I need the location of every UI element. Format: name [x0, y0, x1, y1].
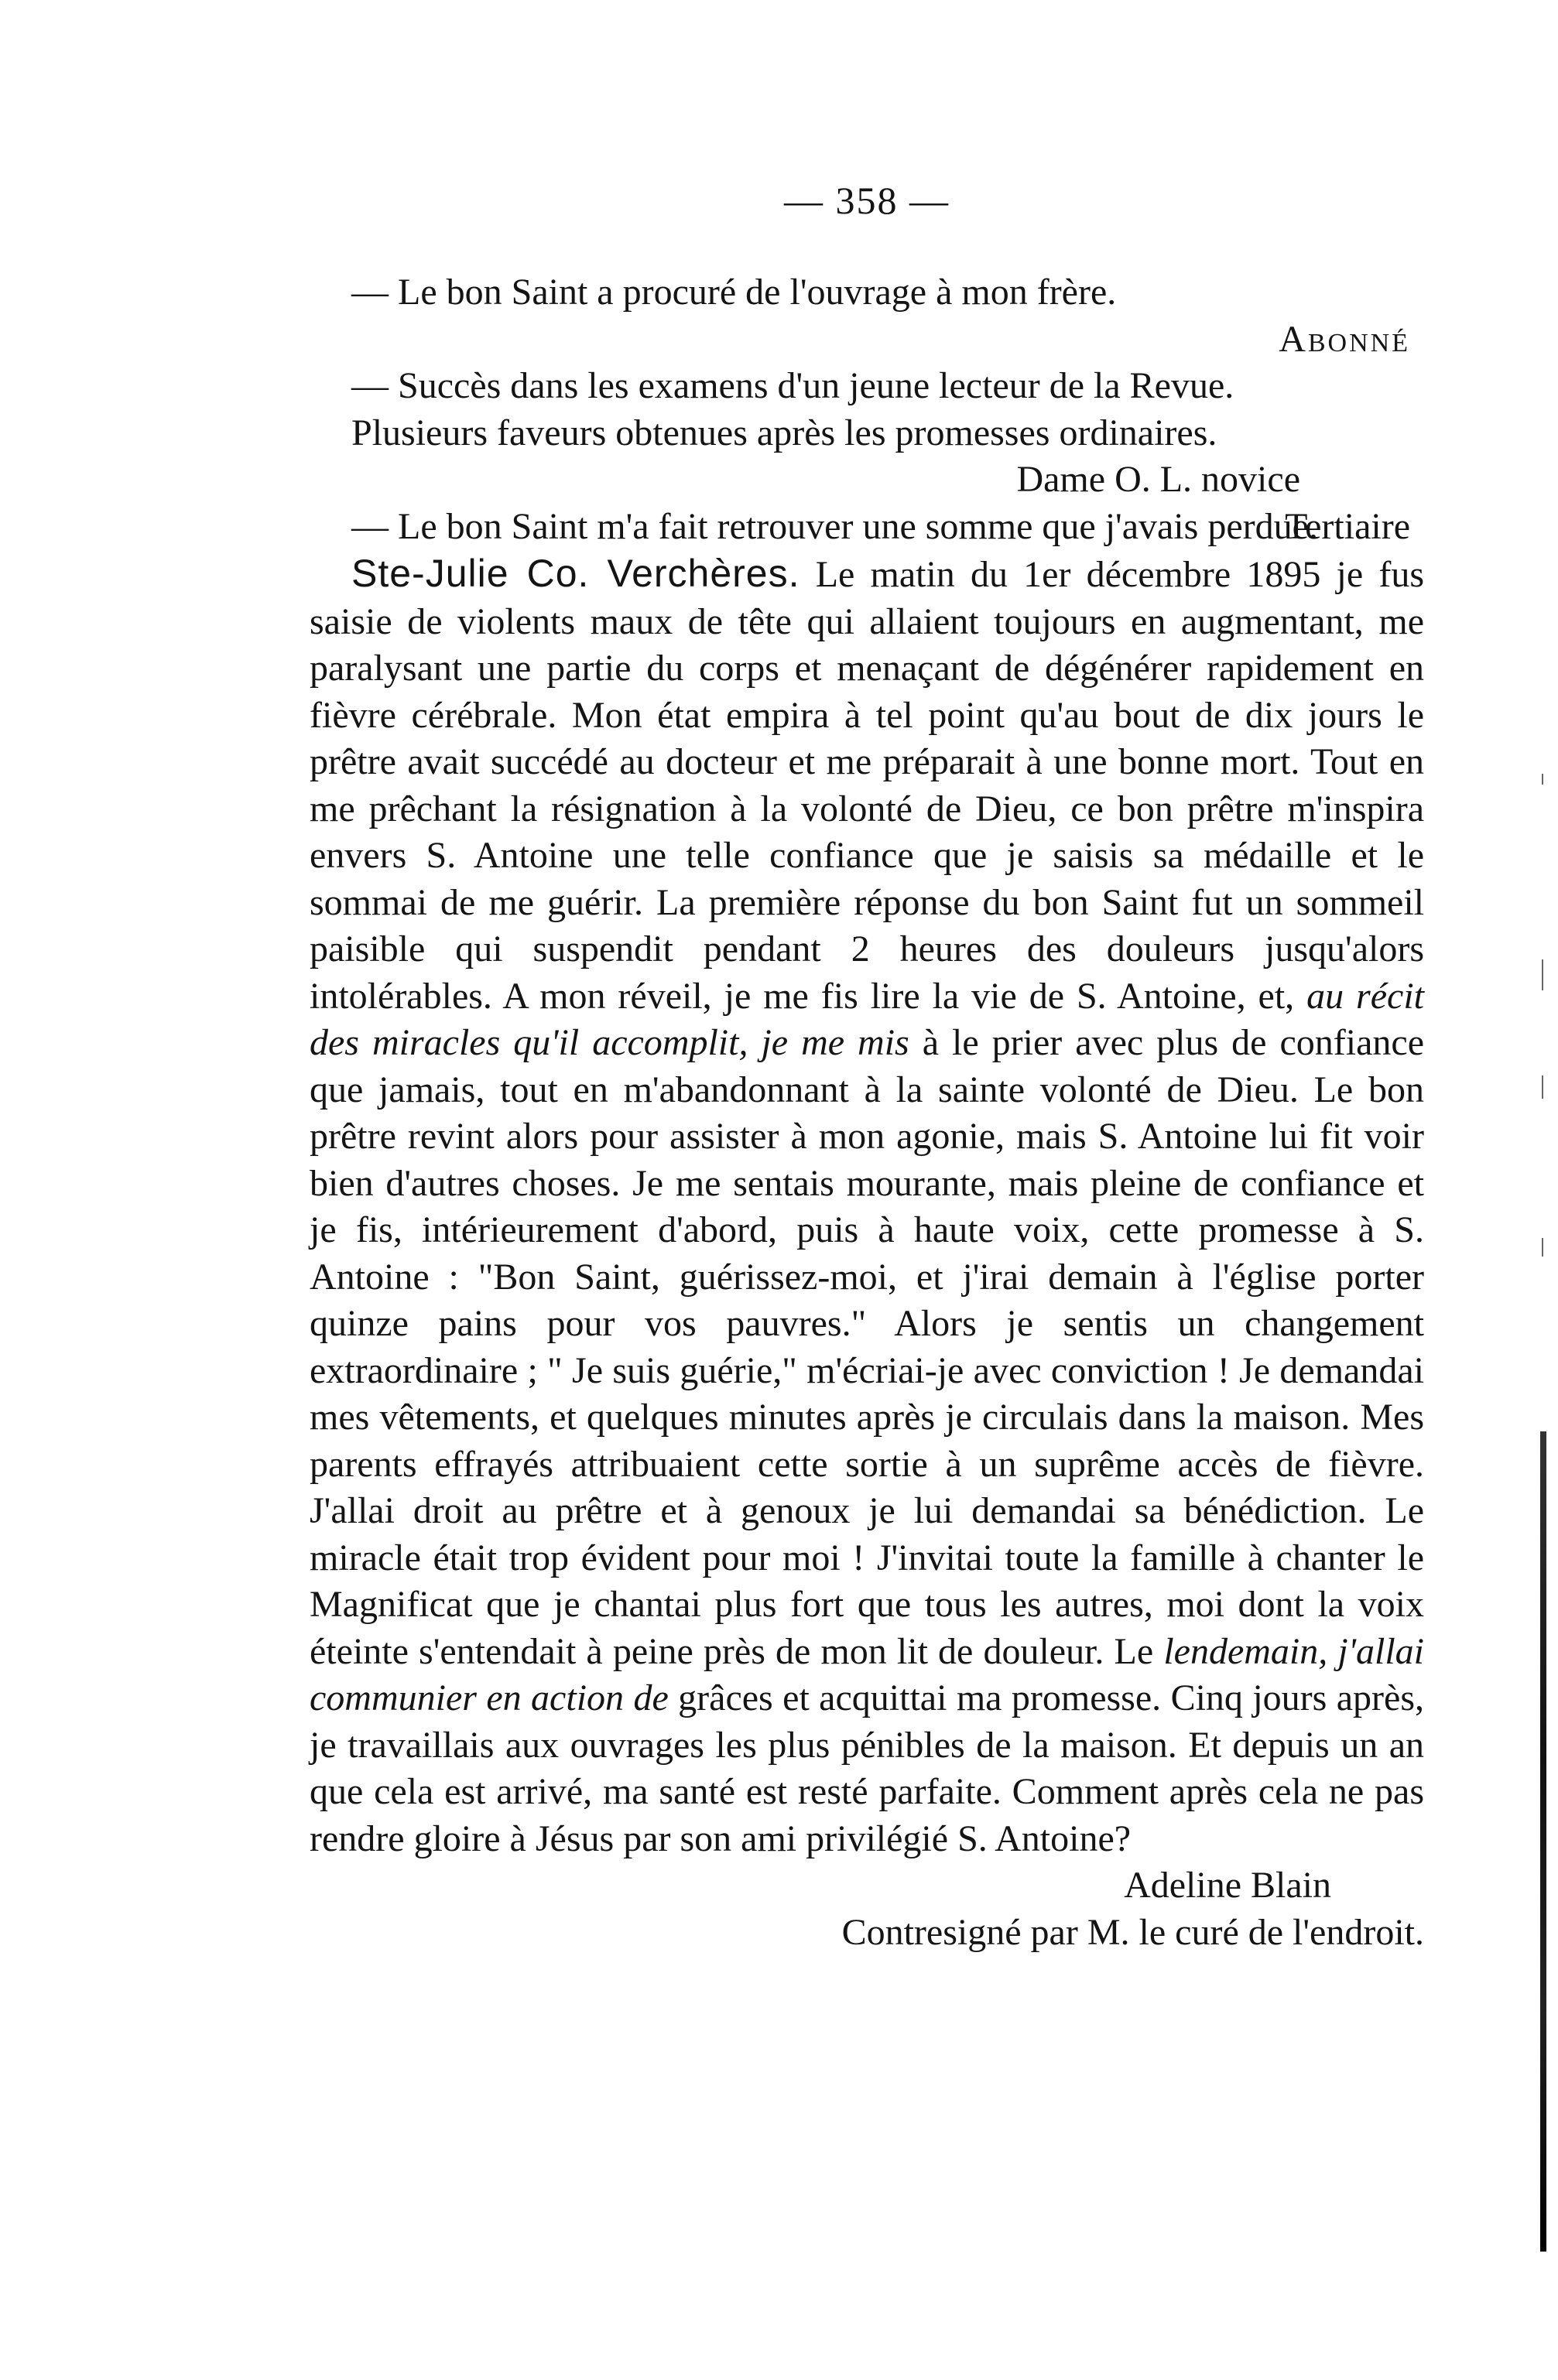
- document-page: [310, 178, 1424, 1956]
- entry-text: — Le bon Saint m'a fait retrouver une somme que j'avais perdue.: [351, 505, 1318, 547]
- scan-edge-shadow: [1540, 1431, 1546, 2252]
- scan-edge-mark: [1542, 1075, 1543, 1099]
- entry-text: — Succès dans les examens d'un jeune lecteur de la Revue.: [351, 365, 1234, 406]
- testimony-text-part2: à le prier avec plus de confiance que jamais, tout en m'abandonnant à la sainte volonté de Dieu. Le bon prêtre revint alors pour assister à mon agonie, mais S. Antoine lui fit voir bien d'autres choses. Je me sentais mourante, mais pleine de confiance et je fis, intérieurement d'abord, puis à haute voix, cette promesse à S. Antoine : "Bon Saint, guérissez-moi, et j'irai demain à l'église porter quinze pains pour vos pauvres." Alors je sentis un changement extraordinaire ; " Je suis guérie," m'écriai-je avec conviction ! Je demandai mes vêtements, et quelques minutes après je circulais dans la maison. Mes parents effrayés attribuaient cette sortie à un suprême accès de fièvre. J'allai droit au prêtre et à genoux je lui demandai sa bénédiction. Le miracle était trop évident pour moi ! J'invitai toute la famille à chanter le Magnificat que je chantai plus fort que tous les autres, moi dont la voix éteinte s'entendait à peine près de mon lit de douleur. Le: [310, 1022, 1425, 1672]
- testimony-cosignature: Contresigné par M. le curé de l'endroit.: [841, 1911, 1424, 1953]
- testimony: [310, 550, 1424, 1956]
- testimony-text-italic1: au récit des miracles qu'il accomplit, je me mis: [310, 975, 1425, 1063]
- entry-signature: Abonné: [1279, 318, 1410, 360]
- favor-entry-2: [310, 363, 1424, 410]
- entry-text: — Le bon Saint a procuré de l'ouvrage à mon frère.: [351, 272, 1117, 313]
- favor-entry-1: [310, 269, 1424, 363]
- testimony-text-italic2: lendemain, j'allai communier en action de: [310, 1630, 1424, 1718]
- testimony-text-part1: Le matin du 1er décembre 1895 je fus saisie de violents maux de tête qui allaient toujours en augmentant, me paralysant une partie du corps et menaçant de dégénérer rapidement en fièvre cérébrale. Mon état empira à tel point qu'au bout de dix jours le prêtre avait succédé au docteur et me préparait à une bonne mort. Tout en me prêchant la résignation à la volonté de Dieu, ce bon prêtre m'inspira envers S. Antoine une telle confiance que je saisis sa médaille et le sommai de me guérir. La première réponse du bon Saint fut un sommeil paisible qui suspendit pendant 2 heures des douleurs jusqu'alors intolérables. A mon réveil, je me fis lire la vie de S. Antoine, et,: [310, 554, 1425, 1017]
- scan-edge-mark: [1542, 1238, 1543, 1257]
- favor-entry-3: [310, 410, 1424, 504]
- favor-entry-4: [310, 504, 1424, 551]
- entry-text: Plusieurs faveurs obtenues après les promesses ordinaires.: [351, 412, 1217, 453]
- entry-signature: Dame O. L. novice: [1016, 459, 1300, 500]
- testimony-body: [310, 550, 1424, 1862]
- entry-signature: Tertiaire: [1285, 505, 1410, 547]
- scan-edge-mark: [1542, 959, 1543, 990]
- testimony-signature: Adeline Blain: [1124, 1865, 1331, 1906]
- testimony-text-part3: grâces et acquittai ma promesse. Cinq jours après, je travaillais aux ouvrages les plus pénibles de la maison. Et depuis un an que cela est arrivé, ma santé est resté parfaite. Comment après cela ne pas rendre gloire à Jésus par son ami privilégié S. Antoine?: [310, 1677, 1425, 1859]
- testimony-place: Ste-Julie Co. Verchères.: [351, 552, 800, 595]
- page-number: — 358 —: [784, 179, 950, 222]
- scan-edge-mark: [1542, 774, 1543, 785]
